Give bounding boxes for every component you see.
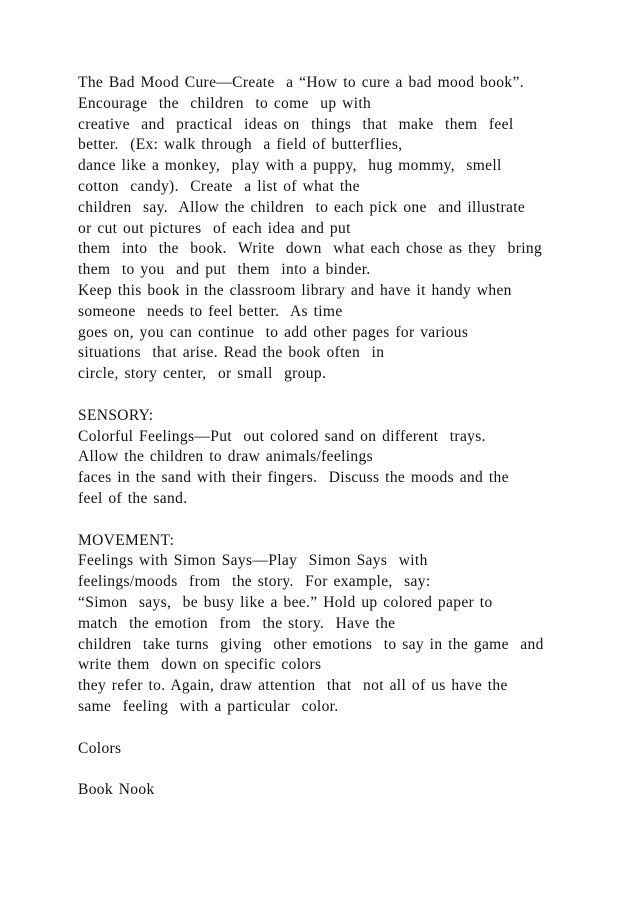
paragraph-1-line: them to you and put them into a binder. <box>78 261 371 279</box>
paragraph-1-line: The Bad Mood Cure—Create a “How to cure a bad mood book”. <box>78 74 524 91</box>
paragraph-1-line: better. (Ex: walk through a field of butterflies, <box>78 136 403 154</box>
paragraph-1-line: circle, story center, or small group. <box>78 365 327 383</box>
paragraph-1-line: someone needs to feel better. As time <box>78 302 343 320</box>
paragraph-3-line: match the emotion from the story. Have the <box>78 614 396 632</box>
paragraph-1-line: them into the book. Write down what each chose as they bring <box>78 240 543 258</box>
paragraph-3-line: feelings/moods from the story. For example, say: <box>78 573 431 591</box>
paragraph-1-line: Keep this book in the classroom library and have it handy when <box>78 281 512 299</box>
paragraph-gap <box>78 385 623 406</box>
paragraph-3-line: they refer to. Again, draw attention that not all of us have the <box>78 677 508 695</box>
paragraph-1-line: goes on, you can continue to add other pages for various <box>78 323 469 341</box>
paragraph-3-line: same feeling with a particular color. <box>78 697 339 715</box>
colors-heading: Colors <box>78 739 122 757</box>
paragraph-3-line: children take turns giving other emotions to say in the game and <box>78 635 544 653</box>
document-body <box>78 73 623 801</box>
paragraph-2-line: faces in the sand with their fingers. Discuss the moods and the <box>78 469 509 487</box>
paragraph-3-line: Feelings with Simon Says—Play Simon Says with <box>78 552 428 570</box>
paragraph-1-line: Encourage the children to come up with <box>78 94 372 112</box>
paragraph-gap <box>78 718 623 739</box>
paragraph-gap <box>78 510 623 531</box>
paragraph-gap <box>78 759 623 780</box>
paragraph-3-line: write them down on specific colors <box>78 656 322 674</box>
paragraph-2-line: Colorful Feelings—Put out colored sand on different trays. <box>78 427 486 445</box>
book-nook-heading: Book Nook <box>78 781 155 799</box>
paragraph-1-line: cotton candy). Create a list of what the <box>78 177 360 195</box>
paragraph-1-line: or cut out pictures of each idea and put <box>78 219 351 237</box>
sensory-heading: SENSORY: <box>78 406 154 424</box>
paragraph-1-line: children say. Allow the children to each pick one and illustrate <box>78 198 526 216</box>
paragraph-1-line: situations that arise. Read the book often in <box>78 344 385 362</box>
paragraph-2-line: feel of the sand. <box>78 489 188 507</box>
movement-heading: MOVEMENT: <box>78 531 175 549</box>
paragraph-2-line: Allow the children to draw animals/feelings <box>78 448 374 466</box>
paragraph-1-line: dance like a monkey, play with a puppy, hug mommy, smell <box>78 157 502 175</box>
paragraph-3-line: “Simon says, be busy like a bee.” Hold up colored paper to <box>78 593 493 611</box>
paragraph-1-line: creative and practical ideas on things that make them feel <box>78 115 514 133</box>
